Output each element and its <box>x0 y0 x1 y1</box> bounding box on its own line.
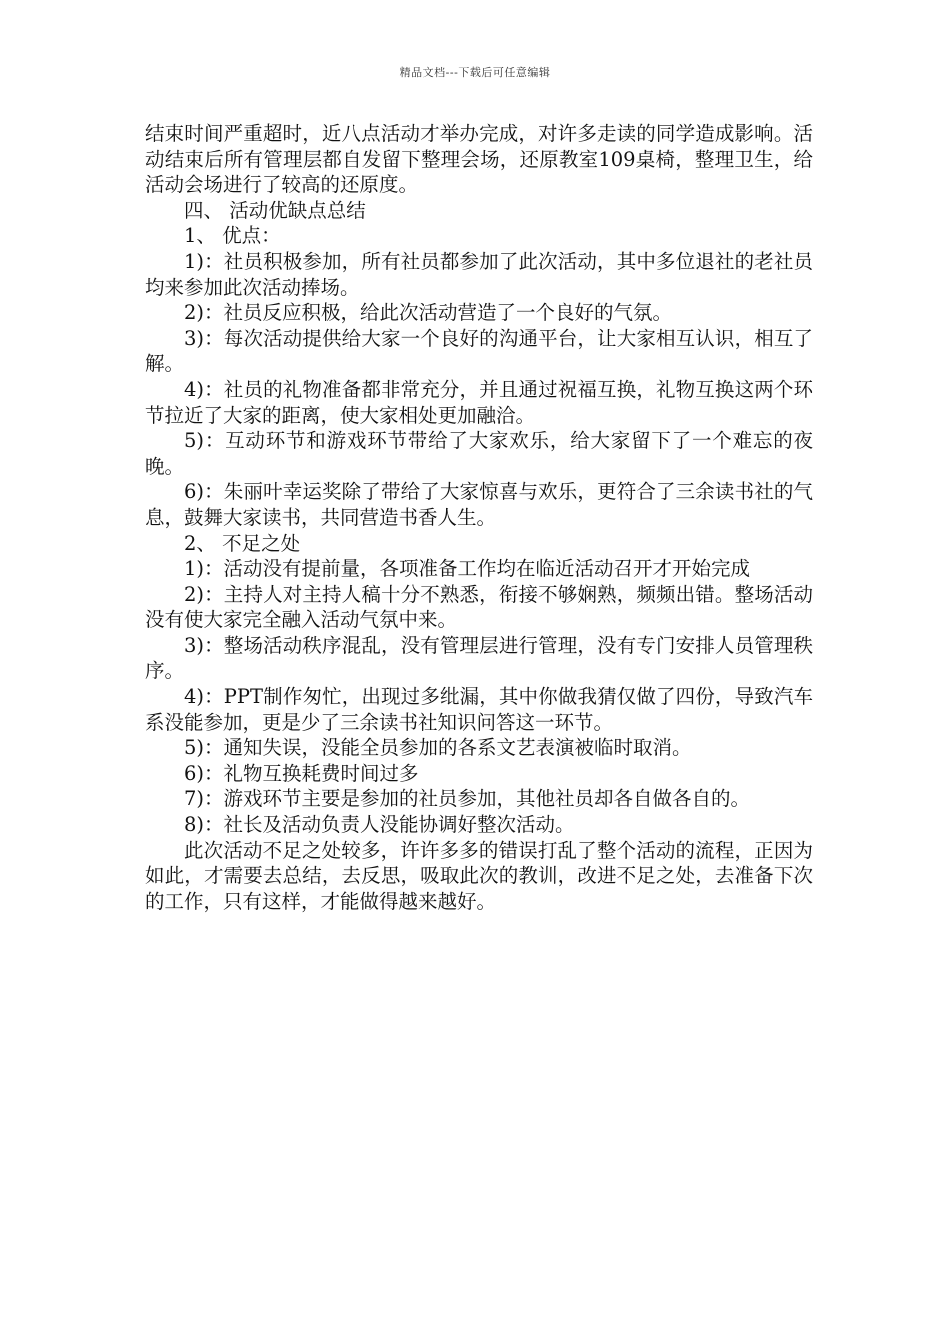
advantage-item: 2)：社员反应积极，给此次活动营造了一个良好的气氛。 <box>184 301 673 325</box>
page-header: 精品文档---下载后可任意编辑 <box>399 66 551 79</box>
shortcoming-item: 7)：游戏环节主要是参加的社员参加，其他社员却各自做各自的。 <box>184 787 751 811</box>
shortcoming-item: 3)：整场活动秩序混乱，没有管理层进行管理，没有专门安排人员管理秩序。 <box>145 633 813 683</box>
shortcoming-item: 5)：通知失误，没能全员参加的各系文艺表演被临时取消。 <box>184 736 692 760</box>
shortcoming-item: 4)：PPT制作匆忙，出现过多纰漏，其中你做我猜仅做了四份，导致汽车系没能参加，更是少了三余读书社知识问答这一环节。 <box>145 685 813 734</box>
advantage-item: 1)：社员积极参加，所有社员都参加了此次活动，其中多位退社的老社员均来参加此次活动捧场。 <box>145 249 813 299</box>
subheading-advantages: 1、 优点： <box>184 224 281 248</box>
shortcoming-item: 6)：礼物互换耗费时间过多 <box>184 761 419 785</box>
document-body <box>145 121 813 914</box>
advantage-item: 3)：每次活动提供给大家一个良好的沟通平台，让大家相互认识，相互了解。 <box>145 326 813 376</box>
conclusion-paragraph: 此次活动不足之处较多，许许多多的错误打乱了整个活动的流程，正因为如此，才需要去总结，去反思，吸取此次的教训，改进不足之处，去准备下次的工作，只有这样，才能做得越来越好。 <box>145 838 813 913</box>
advantage-item: 5)：互动环节和游戏环节带给了大家欢乐，给大家留下了一个难忘的夜晚。 <box>145 429 813 478</box>
shortcoming-item: 2)：主持人对主持人稿十分不熟悉，衔接不够娴熟，频频出错。整场活动没有使大家完全融入活动气氛中来。 <box>145 582 813 632</box>
advantage-item: 4)：社员的礼物准备都非常充分，并且通过祝福互换，礼物互换这两个环节拉近了大家的距离，使大家相处更加融洽。 <box>145 377 813 427</box>
advantage-item: 6)：朱丽叶幸运奖除了带给了大家惊喜与欢乐，更符合了三余读书社的气息，鼓舞大家读书，共同营造书香人生。 <box>145 480 813 529</box>
shortcoming-item: 1)：活动没有提前量，各项准备工作均在临近活动召开才开始完成 <box>184 557 751 581</box>
paragraph-continuation: 结束时间严重超时，近八点活动才举办完成，对许多走读的同学造成影响。活动结束后所有管理层都自发留下整理会场，还原教室109桌椅，整理卫生，给活动会场进行了较高的还原度。 <box>145 122 813 197</box>
section-heading-summary: 四、 活动优缺点总结 <box>184 198 366 222</box>
subheading-shortcomings: 2、 不足之处 <box>184 531 301 555</box>
shortcoming-item: 8)：社长及活动负责人没能协调好整次活动。 <box>184 813 575 837</box>
